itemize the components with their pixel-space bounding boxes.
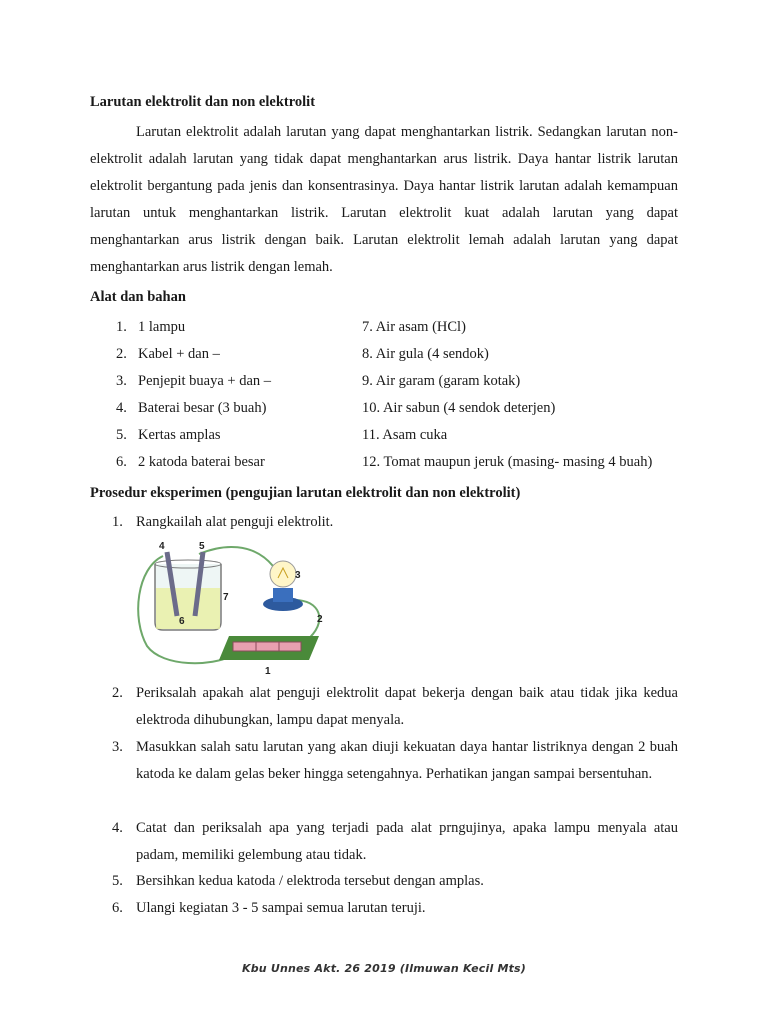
tool-item: Kertas amplas	[138, 427, 221, 443]
tool-item: Penjepit buaya + dan –	[138, 373, 272, 389]
step-text: Ulangi kegiatan 3 - 5 sampai semua larutan teruji.	[136, 900, 426, 916]
step-text: Catat dan periksalah apa yang terjadi pada alat prngujinya, apaka lampu menyala atau padam, memiliki gelembung atau tidak.	[136, 820, 678, 863]
tool-item: 1 lampu	[138, 319, 186, 335]
procedure-step	[90, 815, 678, 869]
tools-heading: Alat dan bahan	[90, 289, 186, 305]
tool-number: 6.	[116, 454, 127, 470]
material-item: 12. Tomat maupun jeruk (masing- masing 4 buah)	[362, 454, 653, 470]
step-number: 1.	[112, 514, 123, 530]
step-number: 2.	[112, 685, 123, 701]
lamp-bulb	[270, 561, 296, 587]
figure-label: 1	[265, 666, 271, 677]
figure-label: 5	[199, 541, 205, 552]
step-number: 5.	[112, 873, 123, 889]
material-item: 10. Air sabun (4 sendok deterjen)	[362, 400, 556, 416]
step-text: Periksalah apakah alat penguji elektrolit dapat bekerja dengan baik atau tidak jika kedua elektroda dihubungkan, lampu dapat menyala.	[136, 685, 678, 728]
procedure-step	[90, 895, 678, 922]
step-text: Rangkailah alat penguji elektrolit.	[136, 514, 334, 530]
tool-item: 2 katoda baterai besar	[138, 454, 265, 470]
tool-item: Baterai besar (3 buah)	[138, 400, 267, 416]
procedure-step	[90, 509, 678, 536]
step-number: 6.	[112, 900, 123, 916]
procedure-step	[90, 680, 678, 734]
material-item: 11. Asam cuka	[362, 427, 448, 443]
procedure-step	[90, 868, 678, 895]
solution	[156, 588, 220, 629]
section-title: Larutan elektrolit dan non elektrolit	[90, 94, 316, 110]
tool-item: Kabel + dan –	[138, 346, 220, 362]
step-number: 4.	[112, 820, 123, 836]
page-footer: Kbu Unnes Akt. 26 2019 (Ilmuwan Kecil Mts)	[241, 962, 527, 975]
intro-paragraph: Larutan elektrolit adalah larutan yang dapat menghantarkan listrik. Sedangkan larutan non-elektrolit adalah larutan yang tidak dapat menghantarkan arus listrik. Daya hantar listrik larutan elektrolit bergantung pada jenis dan konsentrasinya. Daya hantar listrik larutan adalah kemampuan larutan untuk menghantarkan listrik. Larutan elektrolit kuat adalah larutan yang dapat menghantarkan arus listrik dengan baik. Larutan elektrolit lemah adalah larutan yang dapat menghantarkan arus listrik dengan lemah.	[90, 124, 678, 275]
step-number: 3.	[112, 739, 123, 755]
material-item: 7. Air asam (HCl)	[362, 319, 466, 335]
figure-label: 2	[317, 614, 323, 625]
figure-label: 3	[295, 570, 301, 581]
procedure-step	[90, 734, 678, 788]
wire	[199, 547, 273, 566]
tool-number: 4.	[116, 400, 127, 416]
material-item: 8. Air gula (4 sendok)	[362, 346, 489, 362]
figure-label: 6	[179, 616, 185, 627]
material-item: 9. Air garam (garam kotak)	[362, 373, 521, 389]
tool-number: 2.	[116, 346, 127, 362]
step-text: Masukkan salah satu larutan yang akan diuji kekuatan daya hantar listriknya dengan 2 buah katoda ke dalam gelas beker hingga setengahnya. Perhatikan jangan sampai bersentuhan.	[136, 739, 678, 782]
tool-number: 1.	[116, 319, 127, 335]
battery-pack	[233, 642, 301, 651]
step-text: Bersihkan kedua katoda / elektroda tersebut dengan amplas.	[136, 873, 484, 889]
electrolyte-tester-figure	[133, 538, 333, 680]
figure-label: 4	[159, 541, 165, 552]
tool-number: 3.	[116, 373, 127, 389]
lamp-socket	[273, 588, 293, 602]
procedure-heading: Prosedur eksperimen (pengujian larutan elektrolit dan non elektrolit)	[90, 485, 521, 501]
figure-label: 7	[223, 592, 229, 603]
tool-number: 5.	[116, 427, 127, 443]
